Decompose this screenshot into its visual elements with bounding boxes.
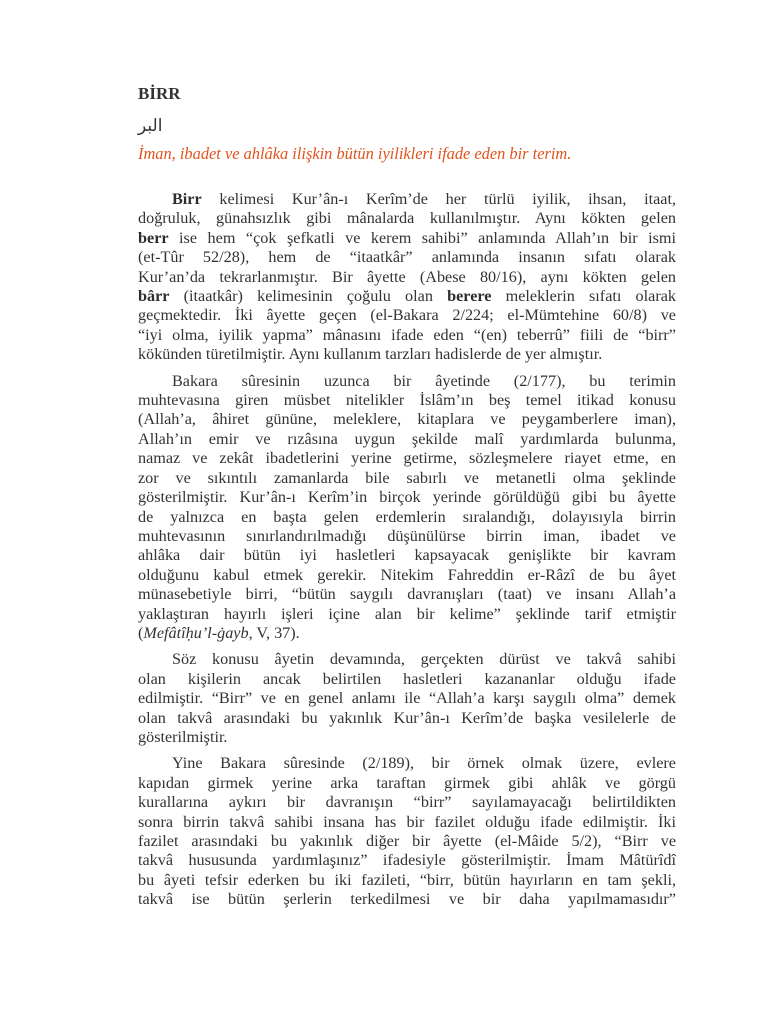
text-line: Yine Bakara sûresinde (2/189), bir örnek olmak üzere, evlere (172, 754, 676, 773)
text-line: olan takvâ arasındaki bu yakınlık Kur’ân-ı Kerîm’de başka vesilelerle de (138, 708, 676, 727)
text-line: muhtevasına giren müsbet nitelikler İslâm’ın beş temel itikad konusu (138, 391, 676, 410)
text-line: edilmiştir. “Birr” ve en genel anlamı ile “Allah’a karşı saygılı olma” demek (138, 689, 676, 708)
citation-title: Mefâtîḥu’l-ġayb (143, 623, 249, 642)
text-line: Allah’ın emir ve rızâsına uygun şekilde malî yardımlarda bulunma, (138, 429, 676, 448)
text-line: bu âyeti tefsir ederken bu iki fazileti, “birr, bütün hayırların en tam şekli, (138, 870, 676, 889)
text-line: berr ise hem “çok şefkatli ve kerem sahibi” anlamında Allah’ın bir ismi (138, 228, 676, 247)
text-line: de yalnızca en başta gelen erdemlerin sıralandığı, dolayısıyla birrin (138, 507, 676, 526)
text-line: takvâ ise bütün şerlerin terkedilmesi ve bir daha yapılmamasıdır” (138, 890, 676, 909)
text-line: olduğunu kabul etmek gerekir. Nitekim Fahreddin er-Râzî de bu âyet (138, 565, 676, 584)
paragraph: Birr kelimesi Kur’ân-ı Kerîm’de her türlü iyilik, ihsan, itaat, doğruluk, günahsızlık gibi mânalarda kullanılmıştır. Aynı kökten gelen berr ise hem “çok şefkatli ve kerem sahibi” anlamında Allah’ın bir ismi (et-Tûr 52/28), hem de “itaatkâr” anlamında insanın sıfatı olarak Kur’an’da tekrarlanmıştır. Bir âyette (Abese 80/16), aynı kökten gelen bârr (itaatkâr) kelimesinin çoğulu olan berere meleklerin sıfatı olarak geçmektedir. İki âyette geçen (el-Bakara 2/224; el-Mümtehine 60/8) ve “iyi olma, iyilik yapma” mânasını ifade eden “(en) teberrû” fiili de “birr” kökünden türetilmiştir. Aynı kullanım tarzları hadislerde de yer almıştır. (138, 190, 676, 364)
bold-term: berere (447, 287, 492, 306)
text-line: olan kişilerin ancak belirtilen hasletleri kazananlar olduğu ifade (138, 669, 676, 688)
article-body (138, 190, 676, 910)
text-line: Kur’an’da tekrarlanmıştır. Bir âyette (Abese 80/16), aynı kökten gelen (138, 267, 676, 286)
text-line: bârr (itaatkâr) kelimesinin çoğulu olan berere meleklerin sıfatı olarak (138, 287, 676, 306)
text-line: münasebetiyle birri, “bütün saygılı davranışları (taat) ve insanı Allah’a (138, 585, 676, 604)
text-line: kökünden türetilmiştir. Aynı kullanım tarzları hadislerde de yer almıştır. (138, 345, 603, 364)
text-line: yaklaştıran hayırlı işleri içine alan bir kelime” şeklinde tarif etmiştir (138, 604, 676, 623)
arabic-title: البر (138, 116, 163, 135)
text-line: gösterilmiştir. Kur’ân-ı Kerîm’in birçok yerinde görüldüğü gibi bu âyette (138, 488, 676, 507)
text-line: fazilet arasındaki bu yakınlık diğer bir âyette (el-Mâide 5/2), “Birr ve (138, 832, 676, 850)
text-line: (Allah’a, âhiret gününe, meleklere, kitaplara ve peygamberlere iman), (138, 410, 676, 429)
text-line: kapıdan girmek yerine arka taraftan girmek gibi ahlâk ve görgü (138, 773, 676, 792)
paragraph (138, 754, 676, 909)
text-line: takvâ hususunda yardımlaşınız” ifadesiyle gösterilmiştir. İmam Mâtürîdî (138, 851, 676, 870)
bold-term: Birr (172, 190, 202, 208)
paragraph (138, 650, 676, 747)
bold-term: bârr (138, 287, 170, 306)
text-line: gösterilmiştir. (138, 727, 228, 746)
text-line: geçmektedir. İki âyette geçen (el-Bakara 2/224; el-Mümtehine 60/8) ve (138, 306, 676, 325)
text-line: doğruluk, günahsızlık gibi mânalarda kullanılmıştır. Aynı kökten gelen (138, 209, 676, 228)
text-line: Bakara sûresinin uzunca bir âyetinde (2/177), bu terimin (172, 371, 676, 390)
text-line: (et-Tûr 52/28), hem de “itaatkâr” anlamında insanın sıfatı olarak (138, 248, 676, 267)
text-line: kurallarına aykırı bir davranışın “birr” sayılamayacağı belirtildikten (138, 793, 676, 812)
article (138, 84, 676, 917)
text-line: “iyi olma, iyilik yapma” mânasını ifade eden “(en) teberrû” fiili de “birr” (138, 325, 676, 344)
text-line: zor ve sıkıntılı zamanlarda bile sabırlı ve metanetli olma şeklinde (138, 468, 676, 487)
entry-title: BİRR (138, 84, 181, 103)
paragraph (138, 372, 676, 644)
text-line: (Mefâtîḥu’l-ġayb, V, 37). (138, 623, 300, 642)
text-line: Söz konusu âyetin devamında, gerçekten dürüst ve takvâ sahibi (172, 650, 676, 669)
entry-subtitle: İman, ibadet ve ahlâka ilişkin bütün iyilikleri ifade eden bir terim. (138, 144, 572, 163)
text-line: ahlâka dair bütün iyi hasletleri kapsayacak genişlikte bir kavram (138, 546, 676, 565)
text-line: namaz ve zekât ibadetlerini yerine getirme, sözleşmelere riayet etme, en (138, 449, 676, 468)
bold-term: berr (138, 228, 169, 247)
text-line: sonra birrin takvâ sahibi insana has bir fazilet olduğu ifade edilmiştir. İki (138, 812, 676, 831)
text-line: muhtevasının sınırlandırılmadığı düşünülürse birrin iman, ibadet ve (138, 526, 676, 545)
